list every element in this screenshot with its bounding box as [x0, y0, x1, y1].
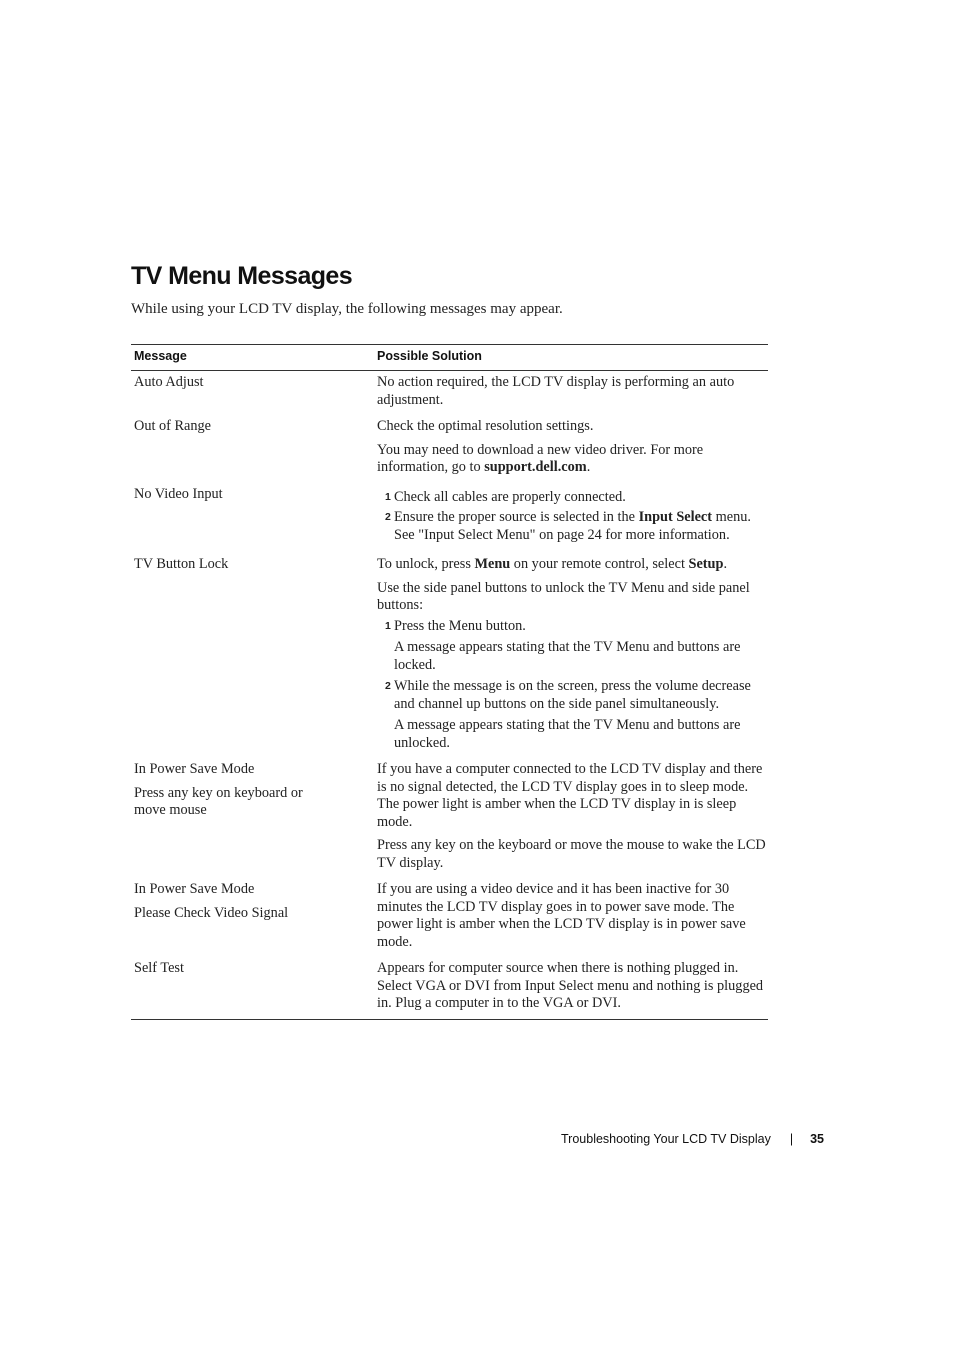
- step-item: [377, 509, 768, 544]
- step-text: Ensure the proper source is selected in the: [394, 509, 639, 525]
- message-text: Out of Range: [134, 418, 212, 434]
- solution-text-bold: Setup: [688, 556, 724, 572]
- solution-text: No action required, the LCD TV display is performing an auto adjustment.: [377, 374, 735, 408]
- step-number: 2: [385, 511, 391, 523]
- solution-text: Use the side panel buttons to unlock the TV Menu and side panel buttons:: [377, 579, 750, 613]
- step-number: 2: [385, 680, 391, 692]
- step-number: 1: [385, 490, 391, 503]
- table-row: [131, 484, 768, 555]
- step-number: 1: [385, 619, 391, 632]
- solution-text: [377, 442, 768, 477]
- footer-section-title: Troubleshooting Your LCD TV Display: [561, 1132, 771, 1146]
- step-note: A message appears stating that the TV Menu and buttons are locked.: [394, 639, 741, 673]
- solution-cell: [374, 759, 768, 879]
- solution-text-bold: Menu: [474, 556, 511, 572]
- solution-cell: [374, 958, 768, 1019]
- table-row: [131, 371, 768, 417]
- table-row: [131, 958, 768, 1019]
- table-row: [131, 759, 768, 879]
- page-number: 35: [810, 1132, 824, 1146]
- solution-text-part: You may need to download a new video driver. For more information, go to: [377, 441, 704, 475]
- page-footer: [561, 1132, 824, 1146]
- step-text: While the message is on the screen, press the volume decrease and channel up buttons on the side panel simultaneously.: [394, 678, 751, 712]
- solution-text: [377, 556, 768, 574]
- message-text: TV Button Lock: [134, 556, 229, 572]
- column-header-solution: Possible Solution: [374, 345, 768, 371]
- message-text: In Power Save Mode: [134, 881, 255, 897]
- message-text: Auto Adjust: [134, 374, 204, 390]
- step-text: Press the Menu button.: [394, 617, 526, 634]
- message-cell: [131, 371, 374, 417]
- solution-text-part: .: [586, 459, 591, 475]
- message-text: Press any key on keyboard or move mouse: [134, 784, 303, 818]
- intro-text: While using your LCD TV display, the following messages may appear.: [131, 301, 563, 317]
- table-row: [131, 879, 768, 958]
- solution-cell: [374, 879, 768, 958]
- step-note: A message appears stating that the TV Menu and buttons are unlocked.: [394, 717, 741, 751]
- solution-cell: [374, 371, 768, 417]
- message-text: Please Check Video Signal: [134, 904, 289, 921]
- step-item: [377, 678, 768, 713]
- message-cell: [131, 879, 374, 958]
- solution-text: Press any key on the keyboard or move the mouse to wake the LCD TV display.: [377, 837, 766, 871]
- step-text: Check all cables are properly connected.: [394, 488, 626, 505]
- table-row: [131, 554, 768, 759]
- solution-text: Check the optimal resolution settings.: [377, 418, 594, 434]
- message-cell: [131, 554, 374, 759]
- solution-text-part: on your remote control, select: [510, 556, 689, 572]
- table-header-row: [131, 345, 768, 371]
- message-text: No Video Input: [134, 485, 223, 502]
- footer-separator: |: [789, 1132, 794, 1146]
- message-cell: [131, 484, 374, 555]
- solution-text: If you are using a video device and it has been inactive for 30 minutes the LCD TV display goes in to power save mode. The power light is amber when the LCD TV display is in power save mode.: [377, 881, 746, 950]
- message-text: Self Test: [134, 960, 184, 976]
- support-link-text: support.dell.com: [484, 459, 587, 475]
- message-cell: [131, 759, 374, 879]
- step-text: menu. See "Input Select Menu" on page 24 for more information.: [394, 509, 751, 543]
- solution-cell: [374, 484, 768, 555]
- column-header-message: Message: [131, 345, 374, 371]
- solution-text: If you have a computer connected to the LCD TV display and there is no signal detected, the LCD TV display goes in to sleep mode. The power light is amber when the LCD TV display in is sleep mode.: [377, 761, 763, 830]
- solution-text-part: .: [723, 556, 728, 572]
- solution-text: Appears for computer source when there is nothing plugged in. Select VGA or DVI from Input Select menu and nothing is plugged in. Plug a computer in to the VGA or DVI.: [377, 960, 764, 1011]
- solution-cell: [374, 416, 768, 484]
- message-cell: [131, 958, 374, 1019]
- step-text-bold: Input Select: [638, 509, 713, 525]
- messages-table: [131, 344, 768, 1020]
- step-item: [377, 618, 768, 636]
- message-text: In Power Save Mode: [134, 761, 255, 777]
- solution-text-part: To unlock, press: [377, 556, 475, 572]
- message-cell: [131, 416, 374, 484]
- solution-cell: [374, 554, 768, 759]
- page-title: TV Menu Messages: [131, 262, 353, 290]
- step-item: [377, 489, 768, 507]
- table-row: [131, 416, 768, 484]
